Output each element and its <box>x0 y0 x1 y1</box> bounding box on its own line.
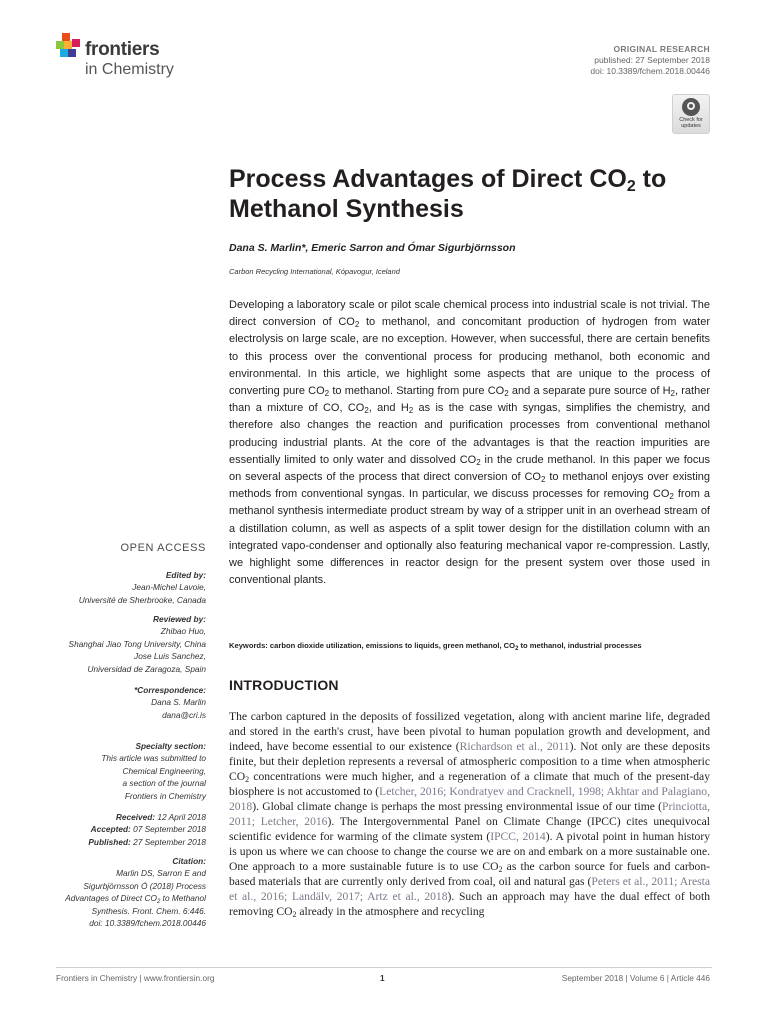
footer-journal-link[interactable]: Frontiers in Chemistry | www.frontiersin.org <box>56 973 215 983</box>
reviewer-name: Jose Luis Sanchez, <box>134 651 206 662</box>
correspondence-name: Dana S. Marlin <box>151 697 206 708</box>
specialty-label: Specialty section: <box>135 741 206 751</box>
citation-link[interactable]: Richardson et al., 2011 <box>459 740 570 753</box>
logo-word-frontiers: frontiers <box>85 39 160 60</box>
published-date-side: Published: 27 September 2018 <box>88 836 206 847</box>
reviewer-affiliation: Shanghai Jiao Tong University, China <box>68 638 206 649</box>
section-heading-introduction: INTRODUCTION <box>229 677 339 693</box>
received-date: Received: 12 April 2018 <box>115 812 206 822</box>
check-updates-icon <box>682 98 700 116</box>
citation-label: Citation: <box>172 856 206 866</box>
correspondence-info <box>6 684 206 721</box>
editor-name: Jean-Michel Lavoie, <box>132 582 206 593</box>
citation-link[interactable]: Peters et al., 2011; Aresta et al., 2016; Landälv, 2017; Artz et al., 2018 <box>229 875 710 903</box>
journal-logo[interactable] <box>56 33 226 81</box>
frontiers-logo-icon <box>56 33 82 63</box>
abstract: Developing a laboratory scale or pilot scale chemical process into industrial scale is not trivial. The direct conversion of $CO_2$ to methanol, and concomitant production of hydrogen from water electrolysis on large scale, are no exception. However, when successful, there are certain benefits to this process over the conventional process for producing methanol, both economic and environmental. In this article, we highlight some aspects that are unique to the process of converting pure $CO_2$ to methanol. Starting from pure $CO_2$ and a separate pure source of $H_2$, rather than a mixture of CO, $CO_2$, and $H_2$ as is the case with syngas, simplifies the chemistry, and therefore also changes the reaction and purification processes from conventional methanol producing industrial plants. At the core of the advantages is that the reaction impurities are essentially limited to only water and dissolved $CO_2$ in the crude methanol. In this paper we focus on several aspects of the process that direct conversion of $CO_2$ to methanol enjoys over existing methods from conventional syngas. In particular, we discuss processes for removing $CO_2$ from a methanol synthesis intermediate product stream by way of a stripper unit in an overhead stream of a distillation column, as well as aspects of a split tower design for the distillation column with an integrated vapo-condenser and optionally also featuring mechanical vapor re-compression. Lastly, we highlight some differences in reactor design for the present system over those used in conventional plants. <box>229 299 711 587</box>
article-title: Process Advantages of Direct $CO_2$ to Methanol Synthesis <box>229 165 667 223</box>
citation-link[interactable]: Letcher, 2016; Kondratyev and Cracknell, 1998; Akhtar and Palagiano, 2018 <box>229 785 710 813</box>
author-list: Dana S. Marlin*, Emeric Sarron and Ómar Sigurbjörnsson <box>229 242 516 254</box>
footer-issue-info: September 2018 | Volume 6 | Article 446 <box>561 973 710 983</box>
citation-info: Citation: Marlin DS, Sarron E and Sigurbjörnsson Ó (2018) Process Advantages of Direct $CO_2$ to Methanol Synthesis. Front. Chem. 6:446. doi: 10.3389/fchem.2018.00446 <box>6 855 206 929</box>
article-type: ORIGINAL RESEARCH <box>613 44 710 54</box>
page-number: 1 <box>380 973 385 983</box>
editor-affiliation: Université de Sherbrooke, Canada <box>78 594 206 605</box>
footer-divider <box>56 967 712 968</box>
citation-link[interactable]: IPCC, 2014 <box>490 830 546 843</box>
article-doi[interactable]: doi: 10.3389/fchem.2018.00446 <box>590 66 710 76</box>
citation-link[interactable]: Princiotta, 2011; Letcher, 2016 <box>229 800 710 828</box>
citation-doi[interactable]: doi: 10.3389/fchem.2018.00446 <box>89 918 206 929</box>
reviewer-affiliation: Universidad de Zaragoza, Spain <box>87 663 206 674</box>
dates-info <box>6 811 206 848</box>
accepted-date: Accepted: 07 September 2018 <box>90 824 206 835</box>
specialty-section: Specialty section: This article was submitted to Chemical Engineering, a section of the journal Frontiers in Chemistry <box>6 740 206 802</box>
check-for-updates-badge[interactable] <box>672 94 710 134</box>
check-updates-label: Check for updates <box>679 117 703 129</box>
reviewed-by-label: Reviewed by: <box>152 614 206 624</box>
affiliation: Carbon Recycling International, Kópavogur, Iceland <box>229 267 400 276</box>
reviewer-info <box>6 613 206 675</box>
article-meta-header <box>590 44 710 77</box>
keywords: Keywords: carbon dioxide utilization, emissions to liquids, green methanol, $CO_2$ to methanol, industrial processes <box>229 641 642 652</box>
correspondence-label: *Correspondence: <box>134 685 206 695</box>
published-date: published: 27 September 2018 <box>594 55 710 65</box>
editor-info <box>6 569 206 606</box>
logo-word-journal: in Chemistry <box>85 61 174 78</box>
correspondence-email[interactable]: dana@cri.is <box>162 709 206 720</box>
reviewer-name: Zhibao Huo, <box>160 626 206 637</box>
introduction-text: The carbon captured in the deposits of fossilized vegetation, along with ancient marine life, degraded and stored in the earth's crust, have been pivotal to human population growth and development, and indeed, have become essential to our existence (Richardson et al., 2011). Not only are these deposits finite, but their depletion represents a reversal of atmospheric composition to a time when atmospheric $CO_2$ concentrations were much higher, and a regeneration of a climate that much of the present-day biosphere is not accustomed to (Letcher, 2016; Kondratyev and Cracknell, 1998; Akhtar and Palagiano, 2018). Global climate change is perhaps the most pressing environmental issue of our time (Princiotta, 2011; Letcher, 2016). The Intergovernmental Panel on Climate Change (IPCC) cites unequivocal scientific evidence for warming of the climate system (IPCC, 2014). A pivotal point in human history is upon us where we can choose to change the course we are on and embark on a more sustainable one. One approach to a more sustainable future is to use $CO_2$ as the carbon source for fuels and carbon-based materials that are currently only derived from coal, oil and natural gas (Peters et al., 2011; Aresta et al., 2016; Landälv, 2017; Artz et al., 2018). Such an approach may have the dual effect of both removing $CO_2$ already in the atmosphere and recycling <box>229 710 710 919</box>
edited-by-label: Edited by: <box>165 570 206 580</box>
open-access-label: OPEN ACCESS <box>120 542 206 554</box>
